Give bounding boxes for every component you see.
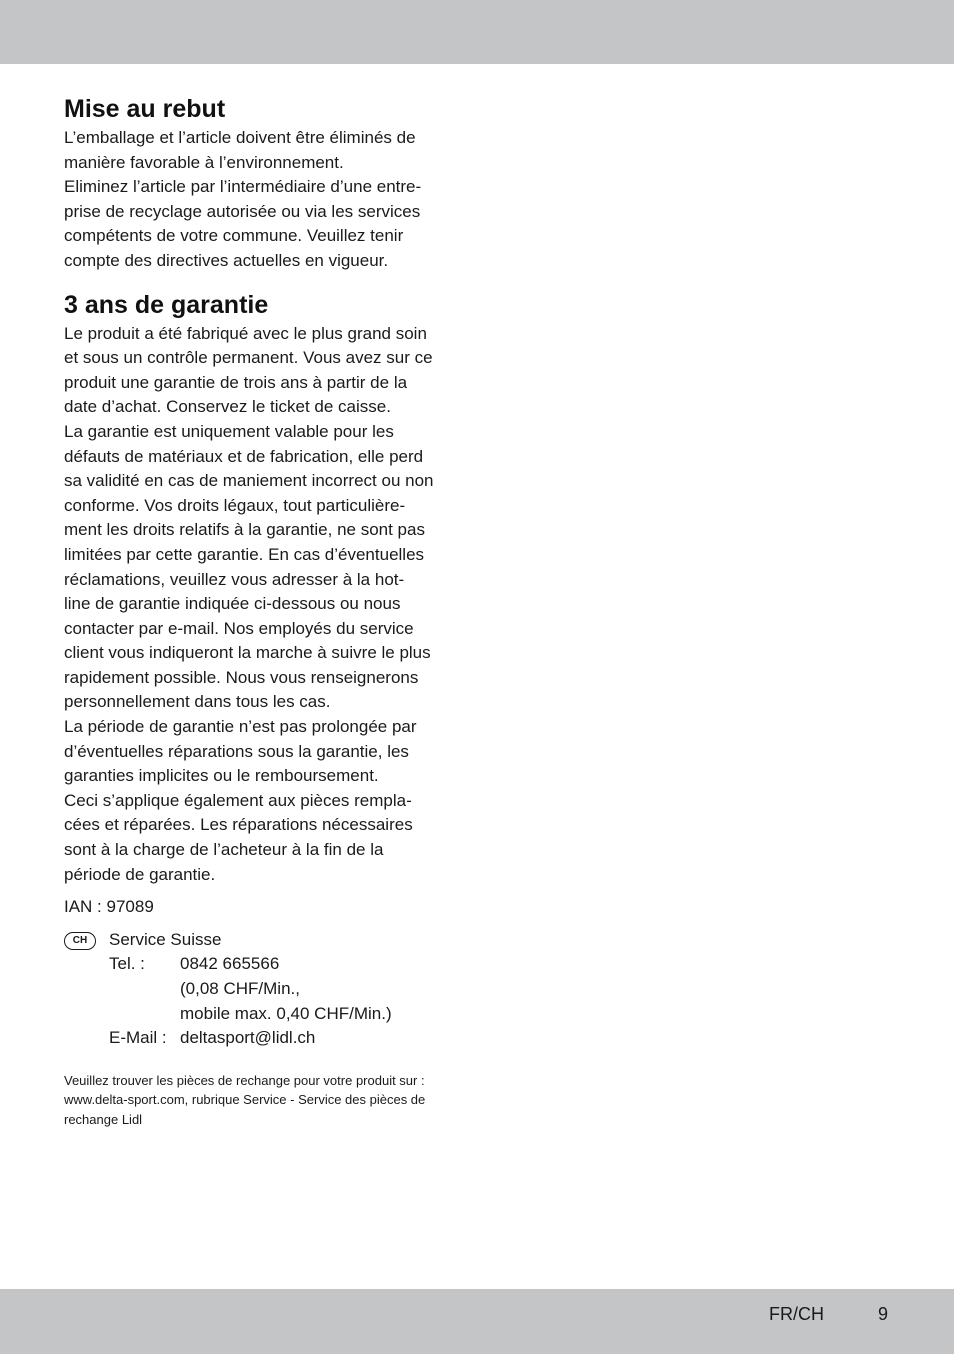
section-title-disposal: Mise au rebut: [64, 95, 226, 123]
text-line: rapidement possible. Nous vous renseignerons: [64, 667, 419, 687]
email-value: deltasport@lidl.ch: [180, 1028, 316, 1048]
text-line: La garantie est uniquement valable pour les: [64, 421, 394, 441]
text-line: réclamations, veuillez vous adresser à la hot-: [64, 569, 405, 589]
text-line: sont à la charge de l’acheteur à la fin de la: [64, 840, 384, 860]
tel-row: [109, 952, 456, 977]
text-line: line de garantie indiquée ci-dessous ou nous: [64, 594, 401, 614]
text-line: L’emballage et l’article doivent être éliminés de: [64, 128, 416, 147]
service-block: [64, 928, 456, 1051]
text-line: Le produit a été fabriqué avec le plus grand soin: [64, 323, 427, 343]
text-line: compétents de votre commune. Veuillez tenir: [64, 226, 404, 246]
note-line: Veuillez trouver les pièces de rechange pour votre produit sur :: [64, 1072, 425, 1088]
text-line: prise de recyclage autorisée ou via les services: [64, 201, 421, 221]
text-line: sa validité en cas de maniement incorrect ou non: [64, 471, 434, 491]
text-line: garanties implicites ou le remboursement.: [64, 766, 379, 786]
service-name: Service Suisse: [109, 929, 222, 949]
text-line: La période de garantie n’est pas prolongée par: [64, 717, 417, 737]
text-line: et sous un contrôle permanent. Vous avez sur ce: [64, 348, 433, 368]
text-line: compte des directives actuelles en vigueur.: [64, 250, 389, 270]
note-line: www.delta-sport.com, rubrique Service - Service des pièces de: [64, 1092, 426, 1108]
tel-label: Tel. :: [109, 954, 145, 974]
text-line: défauts de matériaux et de fabrication, elle perd: [64, 446, 424, 466]
text-line: personnellement dans tous les cas.: [64, 692, 331, 712]
text-line: date d’achat. Conservez le ticket de caisse.: [64, 397, 391, 417]
page-number: 9: [878, 1304, 889, 1324]
content-column: [64, 92, 456, 1129]
text-line: produit une garantie de trois ans à partir de la: [64, 372, 408, 392]
text-line: cées et réparées. Les réparations nécessaires: [64, 815, 413, 835]
text-line: période de garantie.: [64, 864, 216, 884]
email-row: [109, 1026, 456, 1051]
rate-row-1: [109, 977, 456, 1002]
text-line: Ceci s’applique également aux pièces rempla-: [64, 790, 412, 810]
footer-language-label: FR/CH: [769, 1304, 824, 1324]
spare-parts-note: [64, 1071, 456, 1130]
rate-row-2: [109, 1002, 456, 1027]
ch-country-icon: CH: [64, 932, 96, 950]
header-band: [0, 0, 954, 64]
text-line: Eliminez l’article par l’intermédiaire d’une entre-: [64, 177, 422, 197]
text-line: manière favorable à l’environnement.: [64, 152, 344, 172]
rate-line-1: (0,08 CHF/Min.,: [180, 979, 300, 998]
warranty-paragraph: [64, 322, 456, 888]
text-line: ment les droits relatifs à la garantie, ne sont pas: [64, 520, 425, 540]
tel-value: 0842 665566: [180, 954, 280, 974]
rate-line-2: mobile max. 0,40 CHF/Min.): [180, 1003, 392, 1023]
disposal-paragraph: [64, 126, 456, 274]
text-line: d’éventuelles réparations sous la garantie, les: [64, 741, 409, 761]
ian-number: IAN : 97089: [64, 897, 154, 917]
text-line: contacter par e-mail. Nos employés du service: [64, 618, 414, 638]
note-line: rechange Lidl: [64, 1111, 143, 1127]
text-line: conforme. Vos droits légaux, tout particulière-: [64, 495, 406, 515]
text-line: limitées par cette garantie. En cas d’éventuelles: [64, 544, 425, 564]
email-label: E-Mail :: [109, 1028, 167, 1048]
section-title-warranty: 3 ans de garantie: [64, 290, 269, 319]
text-line: client vous indiqueront la marche à suivre le plus: [64, 643, 431, 663]
